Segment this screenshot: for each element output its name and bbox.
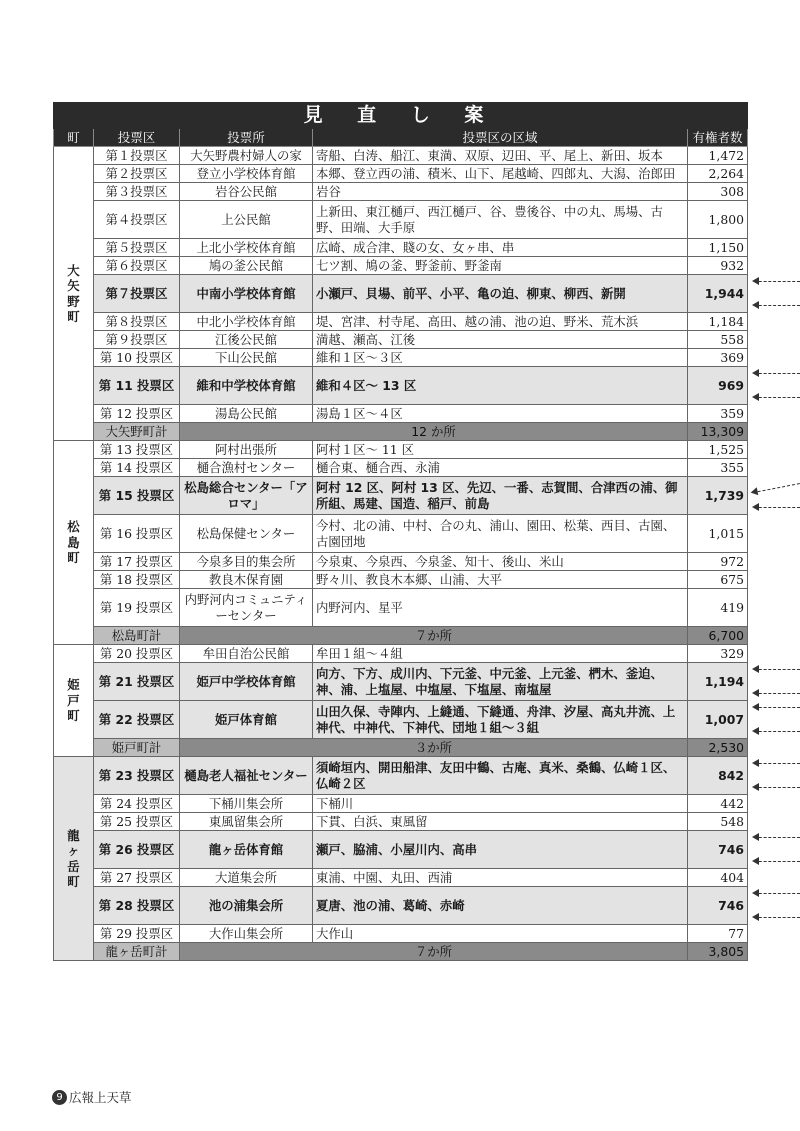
district-cell: 第 21 投票区 xyxy=(94,663,180,701)
district-cell: 第 27 投票区 xyxy=(94,869,180,887)
voters-cell: 969 xyxy=(688,367,748,405)
district-cell: 第 17 投票区 xyxy=(94,553,180,571)
place-cell: 湯島公民館 xyxy=(180,405,313,423)
place-cell: 岩谷公民館 xyxy=(180,183,313,201)
area-cell: 下貫、白浜、東風留 xyxy=(313,813,688,831)
district-cell: 第２投票区 xyxy=(94,165,180,183)
town-name-text: 龍 ヶ 岳 町 xyxy=(67,827,80,889)
area-cell: 寄船、白涛、船江、東満、双原、辺田、平、尾上、新田、坂本 xyxy=(313,147,688,165)
subtotal-voters: 2,530 xyxy=(688,739,748,757)
table-row xyxy=(54,925,748,943)
district-cell: 第５投票区 xyxy=(94,239,180,257)
place-cell: 中南小学校体育館 xyxy=(180,275,313,313)
table-row xyxy=(54,349,748,367)
table-row xyxy=(54,645,748,663)
table-row xyxy=(54,757,748,795)
place-cell: 牟田自治公民館 xyxy=(180,645,313,663)
voters-cell: 558 xyxy=(688,331,748,349)
change-arrow-icon xyxy=(754,305,800,308)
subtotal-voters: 3,805 xyxy=(688,943,748,961)
change-arrow-icon xyxy=(754,507,800,510)
place-cell: 鳩の釜公民館 xyxy=(180,257,313,275)
voters-cell: 1,944 xyxy=(688,275,748,313)
place-cell: 松島総合センター「アロマ」 xyxy=(180,477,313,515)
area-cell: 岩谷 xyxy=(313,183,688,201)
subtotal-label: 松島町計 xyxy=(94,627,180,645)
area-cell: 内野河内、星平 xyxy=(313,589,688,627)
table-row xyxy=(54,701,748,739)
change-arrow-icon xyxy=(754,707,800,710)
subtotal-count: ７か所 xyxy=(180,943,688,961)
district-cell: 第３投票区 xyxy=(94,183,180,201)
table-row xyxy=(54,367,748,405)
district-cell: 第４投票区 xyxy=(94,201,180,239)
area-cell: 須崎垣内、開田船津、友田中鶴、古庵、真米、桑鶴、仏崎１区、仏崎２区 xyxy=(313,757,688,795)
area-cell: 今村、北の浦、中村、合の丸、浦山、園田、松葉、西目、古園、古園団地 xyxy=(313,515,688,553)
voters-cell: 1,184 xyxy=(688,313,748,331)
district-cell: 第 24 投票区 xyxy=(94,795,180,813)
district-cell: 第６投票区 xyxy=(94,257,180,275)
town-name xyxy=(54,757,94,961)
table-row xyxy=(54,405,748,423)
voters-cell: 1,739 xyxy=(688,477,748,515)
table-row xyxy=(54,441,748,459)
district-cell: 第 29 投票区 xyxy=(94,925,180,943)
place-cell: 松島保健センター xyxy=(180,515,313,553)
area-cell: 維和１区～３区 xyxy=(313,349,688,367)
table-row xyxy=(54,257,748,275)
change-arrow-icon xyxy=(754,281,800,284)
place-cell: 登立小学校体育館 xyxy=(180,165,313,183)
area-cell: 大作山 xyxy=(313,925,688,943)
area-cell: 堤、宮津、村寺尾、高田、越の浦、池の迫、野米、荒木浜 xyxy=(313,313,688,331)
header-town: 町 xyxy=(54,129,94,147)
table-row xyxy=(54,459,748,477)
town-name-text: 大 矢 野 町 xyxy=(67,262,80,324)
place-cell: 江後公民館 xyxy=(180,331,313,349)
change-arrow-icon xyxy=(754,763,800,766)
area-cell: 夏唐、池の浦、葛崎、赤崎 xyxy=(313,887,688,925)
town-name-text: 松 島 町 xyxy=(67,519,80,566)
change-arrow-icon xyxy=(754,837,800,840)
district-cell: 第 22 投票区 xyxy=(94,701,180,739)
table-row xyxy=(54,147,748,165)
voters-cell: 675 xyxy=(688,571,748,589)
place-cell: 姫戸体育館 xyxy=(180,701,313,739)
subtotal-row xyxy=(54,943,748,961)
voters-cell: 359 xyxy=(688,405,748,423)
place-cell: 大矢野農村婦人の家 xyxy=(180,147,313,165)
change-arrow-icon xyxy=(754,731,800,734)
voters-cell: 746 xyxy=(688,831,748,869)
place-cell: 上公民館 xyxy=(180,201,313,239)
district-cell: 第７投票区 xyxy=(94,275,180,313)
place-cell: 樋島老人福祉センター xyxy=(180,757,313,795)
district-cell: 第 28 投票区 xyxy=(94,887,180,925)
place-cell: 下桶川集会所 xyxy=(180,795,313,813)
subtotal-count: ３か所 xyxy=(180,739,688,757)
voters-cell: 746 xyxy=(688,887,748,925)
place-cell: 下山公民館 xyxy=(180,349,313,367)
change-arrow-icon xyxy=(753,483,800,495)
voters-cell: 1,150 xyxy=(688,239,748,257)
district-cell: 第 10 投票区 xyxy=(94,349,180,367)
district-cell: 第 12 投票区 xyxy=(94,405,180,423)
change-arrow-icon xyxy=(754,693,800,696)
area-cell: 満越、瀬高、江後 xyxy=(313,331,688,349)
place-cell: 内野河内コミュニティーセンター xyxy=(180,589,313,627)
subtotal-row xyxy=(54,739,748,757)
subtotal-row xyxy=(54,423,748,441)
change-arrow-icon xyxy=(754,917,800,920)
voters-cell: 932 xyxy=(688,257,748,275)
voters-cell: 1,472 xyxy=(688,147,748,165)
voters-cell: 369 xyxy=(688,349,748,367)
voters-cell: 1,525 xyxy=(688,441,748,459)
table-row xyxy=(54,795,748,813)
area-cell: 下桶川 xyxy=(313,795,688,813)
area-cell: 牟田１組～４組 xyxy=(313,645,688,663)
table-row xyxy=(54,239,748,257)
voters-cell: 308 xyxy=(688,183,748,201)
area-cell: 今泉東、今泉西、今泉釜、知十、後山、米山 xyxy=(313,553,688,571)
table-row xyxy=(54,313,748,331)
subtotal-voters: 6,700 xyxy=(688,627,748,645)
voters-cell: 1,194 xyxy=(688,663,748,701)
voters-cell: 2,264 xyxy=(688,165,748,183)
area-cell: 上新田、東江樋戸、西江樋戸、谷、豊後谷、中の丸、馬場、古野、田端、大手原 xyxy=(313,201,688,239)
voters-cell: 355 xyxy=(688,459,748,477)
area-cell: 小瀬戸、貝場、前平、小平、亀の迫、柳東、柳西、新開 xyxy=(313,275,688,313)
place-cell: 大道集会所 xyxy=(180,869,313,887)
table-row xyxy=(54,813,748,831)
table-row xyxy=(54,663,748,701)
subtotal-count: ７か所 xyxy=(180,627,688,645)
district-cell: 第１投票区 xyxy=(94,147,180,165)
subtotal-label: 大矢野町計 xyxy=(94,423,180,441)
district-cell: 第 14 投票区 xyxy=(94,459,180,477)
publication-name: 広報上天草 xyxy=(69,1090,132,1105)
change-arrow-icon xyxy=(754,669,800,672)
change-arrow-icon xyxy=(754,373,800,376)
town-name-text: 姫 戸 町 xyxy=(67,677,80,724)
place-cell: 龍ヶ岳体育館 xyxy=(180,831,313,869)
place-cell: 維和中学校体育館 xyxy=(180,367,313,405)
table-row xyxy=(54,869,748,887)
area-cell: 向方、下方、成川内、下元釜、中元釜、上元釜、椚木、釜迫、神、浦、上塩屋、中塩屋、下塩屋、南塩屋 xyxy=(313,663,688,701)
table-row xyxy=(54,183,748,201)
table-title: 見 直 し 案 xyxy=(54,103,748,129)
town-name xyxy=(54,441,94,645)
district-cell: 第 18 投票区 xyxy=(94,571,180,589)
voters-cell: 548 xyxy=(688,813,748,831)
voters-cell: 419 xyxy=(688,589,748,627)
area-cell: 瀬戸、脇浦、小屋川内、高串 xyxy=(313,831,688,869)
area-cell: 山田久保、寺陣内、上縫通、下縫通、舟津、汐屋、高丸井流、上神代、中神代、下神代、団地１組～３組 xyxy=(313,701,688,739)
change-arrow-icon xyxy=(754,787,800,790)
voters-cell: 972 xyxy=(688,553,748,571)
district-cell: 第 26 投票区 xyxy=(94,831,180,869)
place-cell: 中北小学校体育館 xyxy=(180,313,313,331)
table-row xyxy=(54,477,748,515)
subtotal-row xyxy=(54,627,748,645)
change-arrow-icon xyxy=(754,397,800,400)
place-cell: 姫戸中学校体育館 xyxy=(180,663,313,701)
voters-cell: 842 xyxy=(688,757,748,795)
place-cell: 樋合漁村センター xyxy=(180,459,313,477)
voters-cell: 329 xyxy=(688,645,748,663)
voters-cell: 1,007 xyxy=(688,701,748,739)
place-cell: 池の浦集会所 xyxy=(180,887,313,925)
place-cell: 大作山集会所 xyxy=(180,925,313,943)
voters-cell: 1,015 xyxy=(688,515,748,553)
subtotal-voters: 13,309 xyxy=(688,423,748,441)
place-cell: 阿村出張所 xyxy=(180,441,313,459)
area-cell: 阿村１区～ 11 区 xyxy=(313,441,688,459)
table-row xyxy=(54,275,748,313)
district-cell: 第 25 投票区 xyxy=(94,813,180,831)
table-row xyxy=(54,201,748,239)
change-arrow-icon xyxy=(754,861,800,864)
place-cell: 東風留集会所 xyxy=(180,813,313,831)
district-cell: 第 20 投票区 xyxy=(94,645,180,663)
area-cell: 本郷、登立西の浦、積米、山下、尾越崎、四郎丸、大潟、治郎田 xyxy=(313,165,688,183)
area-cell: 樋合東、樋合西、永浦 xyxy=(313,459,688,477)
area-cell: 東浦、中園、丸田、西浦 xyxy=(313,869,688,887)
table-row xyxy=(54,515,748,553)
voters-cell: 404 xyxy=(688,869,748,887)
area-cell: 広崎、成合津、賤の女、女ヶ串、串 xyxy=(313,239,688,257)
page-number: 9 xyxy=(52,1090,67,1105)
district-cell: 第９投票区 xyxy=(94,331,180,349)
town-name xyxy=(54,147,94,441)
town-name xyxy=(54,645,94,757)
district-cell: 第 16 投票区 xyxy=(94,515,180,553)
district-cell: 第 11 投票区 xyxy=(94,367,180,405)
area-cell: 湯島１区～４区 xyxy=(313,405,688,423)
table-row xyxy=(54,571,748,589)
header-place: 投票所 xyxy=(180,129,313,147)
subtotal-label: 龍ヶ岳町計 xyxy=(94,943,180,961)
table-row xyxy=(54,589,748,627)
page-footer xyxy=(52,1088,132,1106)
table-row xyxy=(54,331,748,349)
change-arrow-icon xyxy=(754,893,800,896)
table-row xyxy=(54,553,748,571)
header-area: 投票区の区域 xyxy=(313,129,688,147)
place-cell: 上北小学校体育館 xyxy=(180,239,313,257)
area-cell: 七ツ割、鳩の釜、野釜前、野釜南 xyxy=(313,257,688,275)
voters-cell: 1,800 xyxy=(688,201,748,239)
table-row xyxy=(54,831,748,869)
table-row xyxy=(54,887,748,925)
voters-cell: 442 xyxy=(688,795,748,813)
district-cell: 第 19 投票区 xyxy=(94,589,180,627)
area-cell: 阿村 12 区、阿村 13 区、先辺、一番、志賀間、合津西の浦、御所組、馬建、国造、稲戸、前島 xyxy=(313,477,688,515)
table-row xyxy=(54,165,748,183)
place-cell: 今泉多目的集会所 xyxy=(180,553,313,571)
area-cell: 野々川、教良木本郷、山浦、大平 xyxy=(313,571,688,589)
header-voters: 有権者数 xyxy=(688,129,748,147)
district-cell: 第 13 投票区 xyxy=(94,441,180,459)
place-cell: 教良木保育園 xyxy=(180,571,313,589)
polling-district-table xyxy=(53,102,748,961)
header-district: 投票区 xyxy=(94,129,180,147)
district-cell: 第 15 投票区 xyxy=(94,477,180,515)
subtotal-count: 12 か所 xyxy=(180,423,688,441)
area-cell: 維和４区～ 13 区 xyxy=(313,367,688,405)
subtotal-label: 姫戸町計 xyxy=(94,739,180,757)
district-cell: 第 23 投票区 xyxy=(94,757,180,795)
voters-cell: 77 xyxy=(688,925,748,943)
district-cell: 第８投票区 xyxy=(94,313,180,331)
